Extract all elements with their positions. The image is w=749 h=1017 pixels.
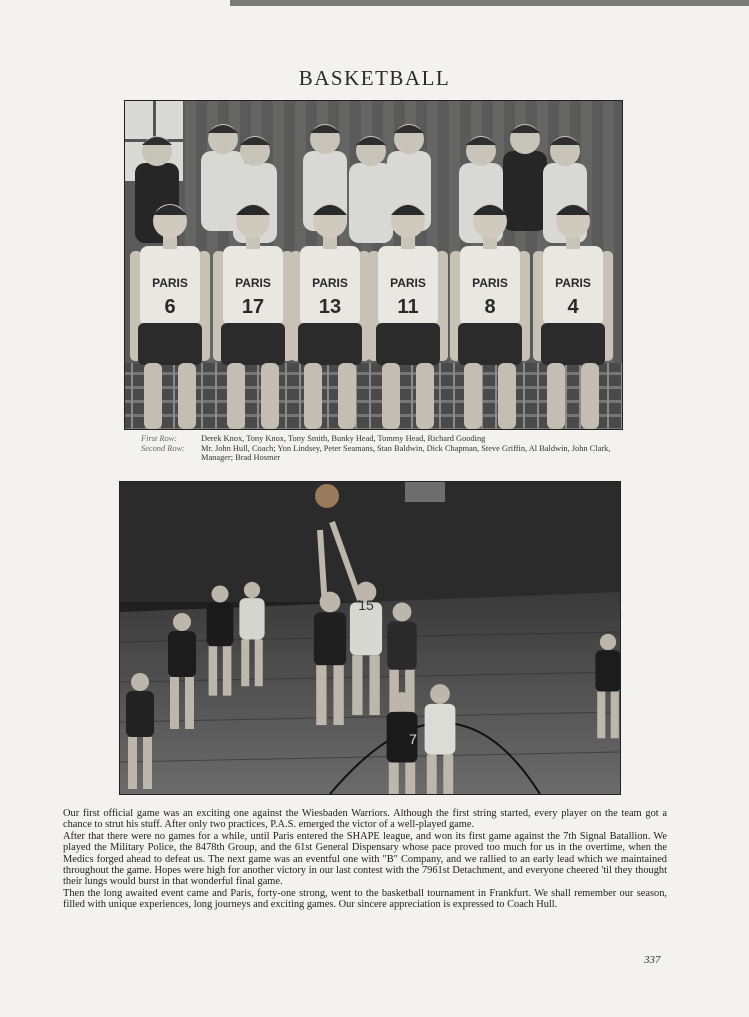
article-text (63, 808, 667, 911)
jersey-team-name: PARIS (472, 276, 508, 290)
caption-first-row (141, 434, 611, 444)
caption-second-row (141, 444, 611, 463)
page-top-edge (230, 0, 749, 6)
jersey-team-name: PARIS (235, 276, 271, 290)
jersey-number: 6 (164, 296, 176, 318)
photo-caption (141, 434, 611, 463)
game-jersey-number: 15 (358, 597, 374, 613)
article-paragraph: After that there were no games for a while, until Paris entered the SHAPE league, and won its first game against the 7th Signal Batallion. We played the Military Police, the 8478th Group, and the 61st General Dispensary whose pace proved too much for us in the overtime, when the Medics forged ahead to defeat us. The next game was an eventful one with "B" Company, and we rallied to an early lead which we maintained throughout the game. Hopes were high for another victory in our last contest with the 7961st Detachment, and everyone cheered 'til they thought their lungs would burst in that wonderful final game. (63, 830, 667, 888)
first-row-names: Derek Knox, Tony Knox, Tony Smith, Bunky Head, Tommy Head, Richard Gooding (201, 434, 486, 443)
jersey-number: 4 (567, 296, 579, 318)
jersey-number: 13 (318, 296, 342, 318)
game-action-photo (119, 481, 621, 795)
jersey-team-name: PARIS (390, 276, 426, 290)
second-row-label: Second Row: (141, 443, 185, 453)
team-photo (124, 100, 623, 430)
game-jersey-number: 7 (409, 731, 417, 747)
jersey-number: 8 (484, 296, 496, 318)
jersey-number: 17 (241, 296, 265, 318)
second-row-names: Mr. John Hull, Coach; Yon Lindsey, Peter Seamans, Stan Baldwin, Dick Chapman, Steve Griffin, Al Baldwin, John Clark, Manager; Brad Hosmer (201, 443, 611, 463)
jersey-number: 11 (397, 296, 419, 318)
jersey-team-name: PARIS (312, 276, 348, 290)
article-paragraph: Then the long awaited event came and Paris, forty-one strong, went to the basketball tournament in Frankfurt. We shall remember our season, filled with unique experiences, long journeys and exciting games. Our sincere appreciation is expressed to Coach Hull. (63, 887, 667, 911)
first-row-label: First Row: (141, 434, 178, 443)
article-paragraph: Our first official game was an exciting one against the Wiesbaden Warriors. Although the first string started, every player on the team got a chance to strut his stuff. After only two practices, P.A.S. emerged the victor of a well-played game. (63, 808, 667, 831)
page-title: BASKETBALL (298, 66, 451, 90)
jersey-team-name: PARIS (152, 276, 188, 290)
jersey-team-name: PARIS (555, 276, 591, 290)
page-number: 337 (644, 954, 661, 966)
